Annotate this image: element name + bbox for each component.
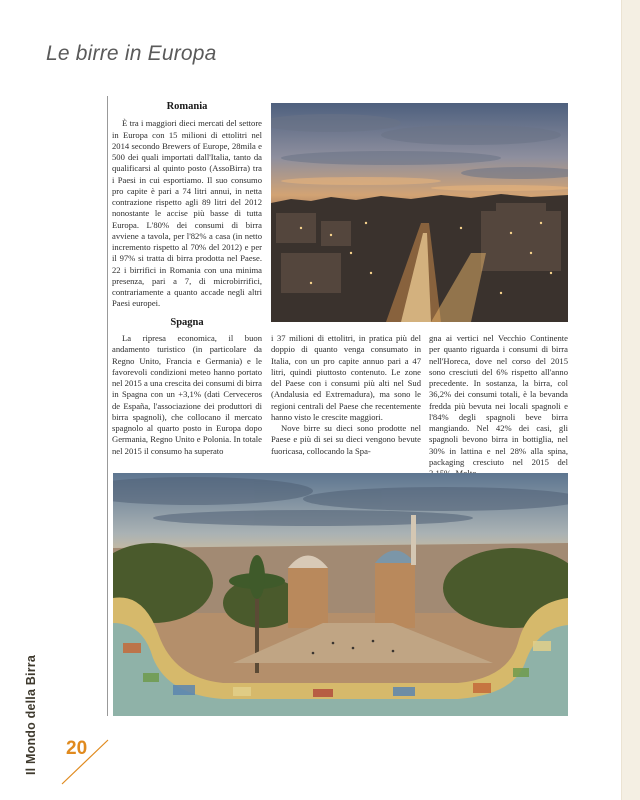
spagna-column-1 — [112, 333, 262, 457]
column-rule — [107, 96, 108, 716]
spagna-paragraph: La ripresa economica, il buon andamento turistico (in particolare da Regno Unito, Francia e Germania) e le favorevoli condizioni meteo hanno portato nel 2015 a una crescita dei consumi di birra in Spagna con un +3,1% (dati Cerveceros de España, l'associazione dei produttori di birra spagnoli), che collocano il mercato spagnolo al quarto posto in Europa dopo Germania, Regno Unito e Polonia. In totale nel 2015 il consumo ha superato — [112, 333, 262, 456]
spagna-heading: Spagna — [170, 317, 204, 328]
romania-heading: Romania — [166, 101, 208, 112]
spagna-column-3 — [429, 333, 568, 479]
section-title: Le birre in Europa — [46, 42, 217, 65]
park-guell-photo — [113, 473, 568, 716]
page-number: 20 — [66, 738, 88, 759]
romania-paragraph: È tra i maggiori dieci mercati del settore in Europa con 15 milioni di ettolitri nel 2014 secondo Brewers of Europe, 28mila e 500 dei quali importati dall'Italia, tanto da qualificarsi al quinto posto (AssoBirra) tra i Paesi in cui esportiamo. Il suo consumo pro capite è pari a 74 litri annui, in netta contrazione rispetto agli 89 litri del 2012 nonostante le accise più basse di tutta Europa. L'80% dei consumi di birra avviene a tavola, per l'82% a casa (in netto incremento rispetto al 70% del 2012) e per il 97% si tratta di birra prodotta nel Paese. 22 i birrifici in Romania con una minima presenza, pari a 7, di microbirrifici, contrariamente a quanto accade negli altri Paesi europei. — [112, 118, 262, 309]
spagna-paragraph: gna ai vertici nel Vecchio Continente per quanto riguarda i consumi di birra nell'Horeca, dove nel corso del 2015 sono cresciuti del 6% rispetto all'anno precedente. In sostanza, la birra, col 36,2% dei consumi totali, è la bevanda fredda più bevuta nei locali spagnoli e l'84% degli spagnoli beve birra mangiando. Nel 42% dei casi, gli spagnoli bevono birra in bottiglia, nel 30% in lattina e nel 28% alla spina, packaging cresciuto nel 2015 del — [429, 333, 568, 467]
magazine-name: Il Mondo della Birra — [24, 655, 38, 775]
bucharest-photo — [271, 103, 568, 322]
page-edge-strip — [621, 0, 640, 800]
spagna-column-2 — [271, 333, 421, 457]
spagna-paragraph: i 37 milioni di ettolitri, in pratica più del doppio di quanto venga consumato in Italia, con un pro capite annuo pari a 47 litri, quindi piuttosto contenuto. Le zone del Paese con i consumi più alti nel Sud (Andalusia ed Extremadura), ma sono le regioni centrali del Paese che recentemente hanno visto le crescite maggiori. — [271, 333, 421, 422]
romania-article — [112, 101, 262, 310]
spagna-paragraph: Nove birre su dieci sono prodotte nel Paese e più di sei su dieci vengono bevute fuoricasa, collocando la Spa- — [271, 423, 421, 456]
